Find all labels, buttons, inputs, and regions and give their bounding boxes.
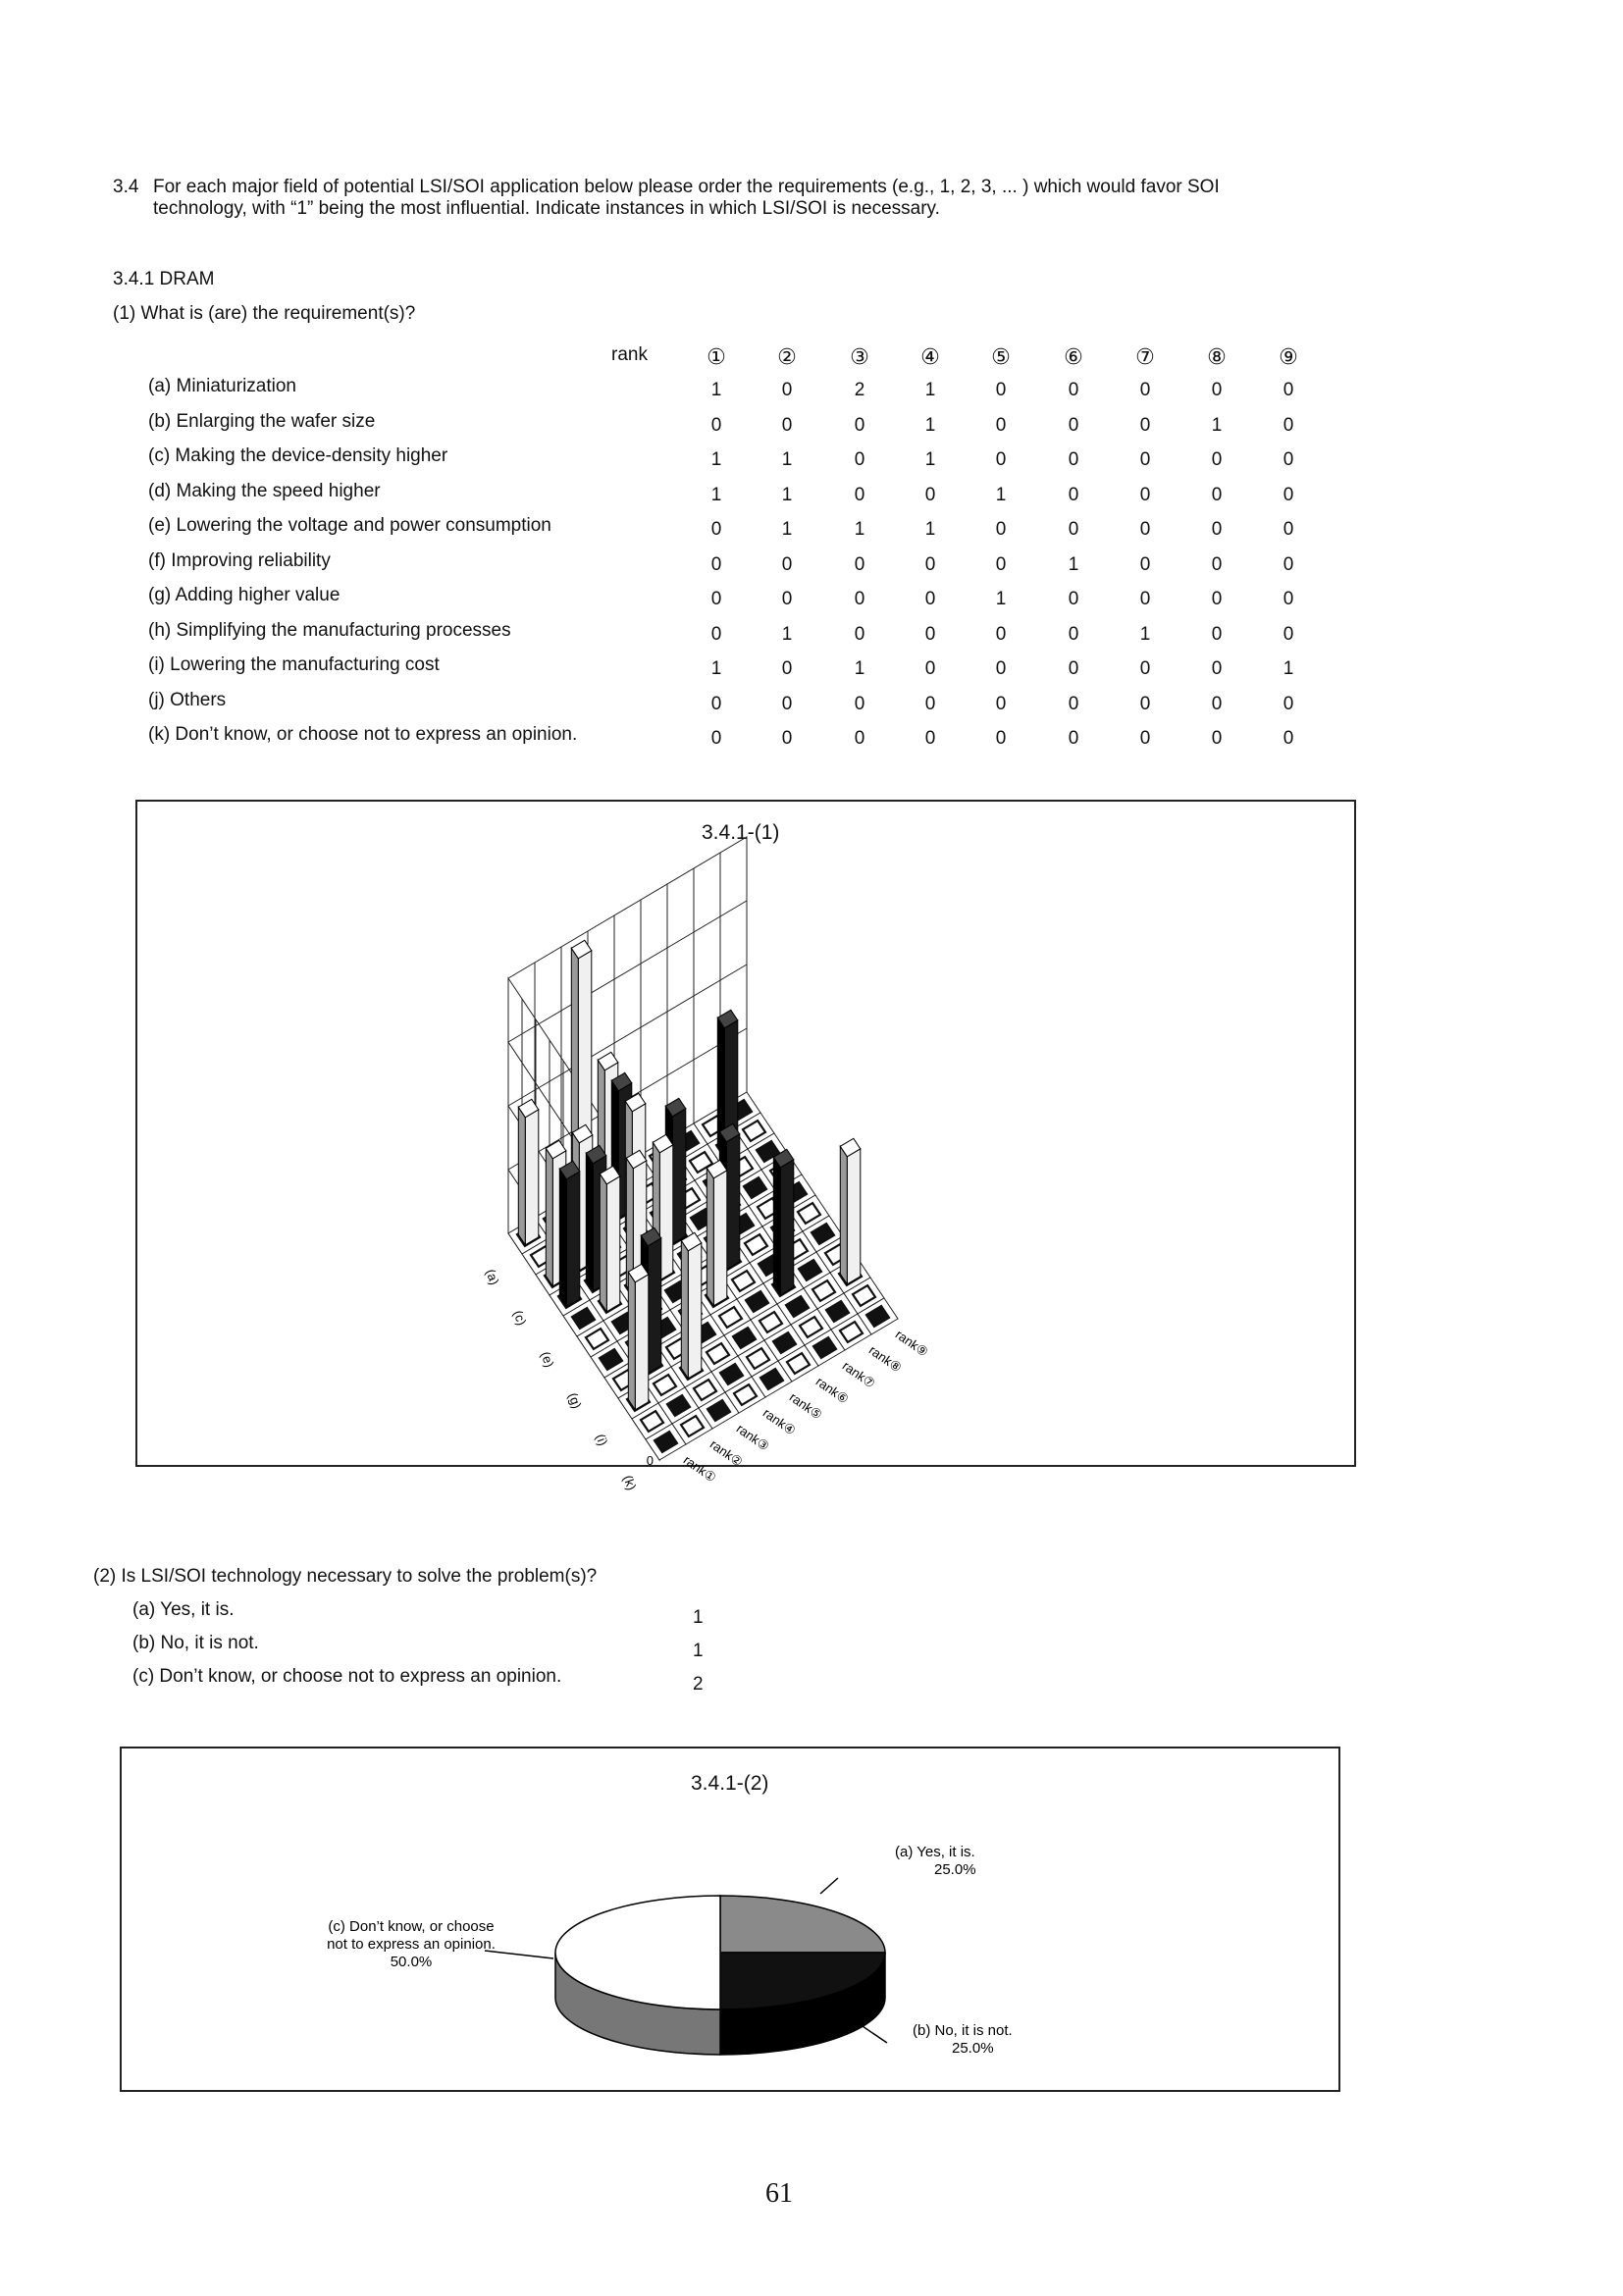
rank-value-cell: 0	[1068, 693, 1079, 714]
rank-header-6: ⑥	[1064, 344, 1083, 369]
rank-value-cell: 0	[924, 693, 936, 714]
rank-value-cell: 0	[781, 658, 793, 679]
rank-value-cell: 0	[924, 589, 936, 609]
requirement-label: (g) Adding higher value	[148, 585, 340, 605]
rank-value-cell: 0	[1139, 519, 1151, 540]
bar-3d	[628, 1264, 649, 1410]
chart-3d-title: 3.4.1-(1)	[702, 821, 780, 844]
rank-value-cell: 0	[781, 380, 793, 400]
rank-value-cell: 0	[1283, 380, 1294, 400]
bar-3d	[600, 1166, 620, 1312]
rank-value-cell: 0	[710, 414, 722, 436]
series-label: rank②	[707, 1436, 746, 1470]
rank-value-cell: 0	[854, 449, 865, 470]
requirement-label: (f) Improving reliability	[148, 549, 331, 571]
q2-option-label: (b) No, it is not.	[132, 1633, 259, 1653]
rank-value-cell: 1	[854, 519, 865, 540]
x-category-label: (g)	[565, 1390, 585, 1411]
rank-value-cell: 0	[1068, 658, 1079, 679]
question-text-line1: For each major field of potential LSI/SOI application below please order the requirements (e.g., 1, 2, 3, ... ) which would favor SOI	[153, 177, 1220, 197]
x-category-label: (e)	[538, 1349, 557, 1370]
rank-value-cell: 0	[995, 553, 1007, 575]
rank-value-cell: 0	[1068, 519, 1079, 540]
pie-chart-title: 3.4.1-(2)	[691, 1772, 769, 1795]
q2-prompt: (2) Is LSI/SOI technology necessary to solve the problem(s)?	[93, 1566, 598, 1587]
bar-3d	[559, 1161, 580, 1307]
rank-value-cell: 0	[1283, 519, 1294, 540]
rank-value-cell: 0	[924, 623, 936, 645]
rank-value-cell: 0	[1211, 484, 1223, 505]
requirement-label: (c) Making the device-density higher	[148, 445, 448, 466]
requirement-label: (d) Making the speed higher	[148, 480, 381, 501]
rank-value-cell: 1	[1139, 623, 1151, 645]
rank-value-cell: 0	[1211, 553, 1223, 575]
rank-value-cell: 0	[1139, 449, 1151, 470]
requirement-label: (j) Others	[148, 689, 227, 710]
rank-value-cell: 0	[995, 380, 1007, 400]
rank-value-cell: 0	[1283, 589, 1294, 609]
series-label: rank⑧	[865, 1342, 905, 1376]
x-category-label: (a)	[483, 1267, 502, 1287]
rank-header-1: ①	[707, 344, 726, 369]
rank-value-cell: 0	[1211, 519, 1223, 540]
series-label: rank③	[733, 1421, 772, 1454]
rank-value-cell: 0	[1139, 589, 1151, 609]
rank-value-cell: 0	[854, 553, 865, 575]
rank-value-cell: 0	[854, 693, 865, 714]
requirement-label: (b) Enlarging the wafer size	[148, 410, 376, 432]
rank-value-cell: 0	[1283, 553, 1294, 575]
rank-value-cell: 1	[995, 589, 1007, 609]
rank-value-cell: 0	[854, 623, 865, 645]
rank-value-cell: 0	[854, 484, 865, 505]
pie-leader-line	[820, 1878, 838, 1894]
rank-value-cell: 0	[1139, 658, 1151, 679]
rank-value-cell: 1	[710, 484, 722, 505]
rank-value-cell: 0	[924, 728, 936, 749]
rank-value-cell: 0	[924, 484, 936, 505]
z-tick-label: 0	[646, 1453, 654, 1468]
rank-value-cell: 1	[924, 519, 936, 540]
rank-value-cell: 0	[781, 728, 793, 749]
rank-value-cell: 0	[1139, 728, 1151, 749]
rank-value-cell: 0	[1283, 693, 1294, 714]
pie-chart-svg	[122, 1748, 1338, 2090]
rank-value-cell: 1	[781, 519, 793, 540]
pie-slices	[555, 1896, 885, 2009]
rank-header-7: ⑦	[1135, 344, 1155, 369]
bar-3d	[840, 1138, 861, 1284]
rank-value-cell: 0	[1139, 693, 1151, 714]
rank-value-cell: 0	[854, 728, 865, 749]
rank-header-8: ⑧	[1207, 344, 1227, 369]
rank-value-cell: 0	[1211, 380, 1223, 400]
pie-slice	[720, 1896, 885, 1953]
page-number: 61	[765, 2178, 793, 2209]
pie-chart-box	[120, 1747, 1340, 2092]
rank-value-cell: 0	[1068, 484, 1079, 505]
series-label: rank⑦	[839, 1358, 878, 1391]
rank-value-cell: 0	[1211, 623, 1223, 645]
rank-value-cell: 0	[710, 728, 722, 749]
chart-3d-box	[135, 800, 1356, 1492]
pie-percent-label: 50.0%	[390, 1954, 433, 1970]
rank-value-cell: 0	[710, 623, 722, 645]
rank-value-cell: 1	[854, 658, 865, 679]
rank-value-cell: 0	[710, 553, 722, 575]
rank-value-cell: 0	[1068, 449, 1079, 470]
rank-value-cell: 1	[1068, 553, 1079, 575]
rank-value-cell: 0	[1068, 728, 1079, 749]
rank-value-cell: 0	[995, 449, 1007, 470]
rank-value-cell: 0	[1283, 414, 1294, 436]
rank-value-cell: 0	[710, 589, 722, 609]
rank-value-cell: 2	[854, 380, 865, 400]
series-label: rank④	[759, 1405, 799, 1438]
requirement-label: (e) Lowering the voltage and power consumption	[148, 515, 551, 536]
rank-value-cell: 0	[710, 693, 722, 714]
bar-3d	[773, 1149, 794, 1295]
q2-option-count: 1	[693, 1641, 704, 1661]
rank-header-4: ④	[920, 344, 940, 369]
series-label: rank①	[680, 1452, 719, 1486]
rank-value-cell: 0	[995, 658, 1007, 679]
rank-value-cell: 1	[781, 484, 793, 505]
rank-value-cell: 0	[995, 623, 1007, 645]
requirement-label: (k) Don’t know, or choose not to express an opinion.	[148, 724, 578, 745]
rank-header-9: ⑨	[1279, 344, 1298, 369]
section-heading: 3.4.1 DRAM	[113, 269, 215, 289]
question-number: 3.4	[113, 177, 139, 197]
rank-value-cell: 0	[1283, 449, 1294, 470]
rank-value-cell: 1	[995, 484, 1007, 505]
rank-value-cell: 1	[1211, 414, 1223, 436]
rank-value-cell: 0	[995, 693, 1007, 714]
rank-value-cell: 0	[1211, 728, 1223, 749]
series-label: rank⑥	[812, 1374, 852, 1407]
chart-3d-svg	[137, 802, 1354, 1492]
bar-3d	[681, 1232, 702, 1379]
pie-label: not to express an opinion.	[327, 1936, 496, 1953]
rank-value-cell: 0	[1068, 380, 1079, 400]
x-category-label: (k)	[620, 1473, 640, 1492]
rank-value-cell: 1	[710, 449, 722, 470]
rank-value-cell: 0	[1211, 693, 1223, 714]
q2-option-label: (a) Yes, it is.	[132, 1599, 235, 1620]
rank-value-cell: 0	[995, 414, 1007, 436]
pie-label: (c) Don’t know, or choose	[328, 1918, 495, 1935]
rank-value-cell: 0	[924, 553, 936, 575]
rank-header-5: ⑤	[991, 344, 1011, 369]
rank-label: rank	[611, 344, 648, 365]
rank-header-3: ③	[850, 344, 869, 369]
rank-header-2: ②	[777, 344, 797, 369]
requirement-label: (h) Simplifying the manufacturing processes	[148, 619, 511, 641]
series-label: rank⑤	[786, 1389, 825, 1423]
question-text-line2: technology, with “1” being the most influential. Indicate instances in which LSI/SOI is necessary.	[153, 198, 940, 219]
q2-option-count: 2	[693, 1674, 704, 1695]
requirement-label: (a) Miniaturization	[148, 376, 296, 396]
rank-value-cell: 0	[1068, 414, 1079, 436]
rank-value-cell: 0	[1211, 449, 1223, 470]
bar-3d	[707, 1160, 727, 1306]
bar-3d	[518, 1099, 539, 1245]
requirement-label: (i) Lowering the manufacturing cost	[148, 654, 440, 675]
rank-value-cell: 0	[1283, 728, 1294, 749]
rank-value-cell: 0	[1139, 380, 1151, 400]
rank-value-cell: 1	[781, 623, 793, 645]
rank-value-cell: 0	[781, 414, 793, 436]
rank-value-cell: 0	[995, 519, 1007, 540]
rank-value-cell: 0	[1211, 589, 1223, 609]
rank-value-cell: 1	[924, 449, 936, 470]
rank-value-cell: 0	[1068, 623, 1079, 645]
rank-value-cell: 0	[1068, 589, 1079, 609]
q2-option-label: (c) Don’t know, or choose not to express an opinion.	[132, 1666, 562, 1687]
pie-label: (b) No, it is not.	[913, 2022, 1013, 2039]
rank-value-cell: 0	[1283, 623, 1294, 645]
series-label: rank⑨	[892, 1327, 931, 1360]
rank-value-cell: 0	[924, 658, 936, 679]
rank-value-cell: 0	[781, 589, 793, 609]
rank-value-cell: 0	[781, 553, 793, 575]
rank-value-cell: 0	[995, 728, 1007, 749]
rank-value-cell: 1	[924, 414, 936, 436]
pie-percent-label: 25.0%	[934, 1861, 976, 1878]
rank-value-cell: 0	[1139, 414, 1151, 436]
x-category-label: (i)	[593, 1432, 611, 1448]
rank-value-cell: 1	[1283, 658, 1294, 679]
rank-value-cell: 0	[1283, 484, 1294, 505]
pie-label: (a) Yes, it is.	[895, 1844, 975, 1860]
rank-value-cell: 0	[710, 519, 722, 540]
rank-value-cell: 1	[710, 380, 722, 400]
rank-value-cell: 1	[924, 380, 936, 400]
x-category-label: (c)	[510, 1308, 530, 1328]
rank-value-cell: 0	[1211, 658, 1223, 679]
q2-option-count: 1	[693, 1607, 704, 1628]
rank-value-cell: 0	[1139, 484, 1151, 505]
rank-value-cell: 0	[854, 414, 865, 436]
rank-value-cell: 0	[781, 693, 793, 714]
rank-value-cell: 1	[781, 449, 793, 470]
q1-prompt: (1) What is (are) the requirement(s)?	[113, 303, 416, 324]
pie-percent-label: 25.0%	[952, 2040, 994, 2057]
rank-value-cell: 0	[1139, 553, 1151, 575]
rank-value-cell: 1	[710, 658, 722, 679]
rank-value-cell: 0	[854, 589, 865, 609]
